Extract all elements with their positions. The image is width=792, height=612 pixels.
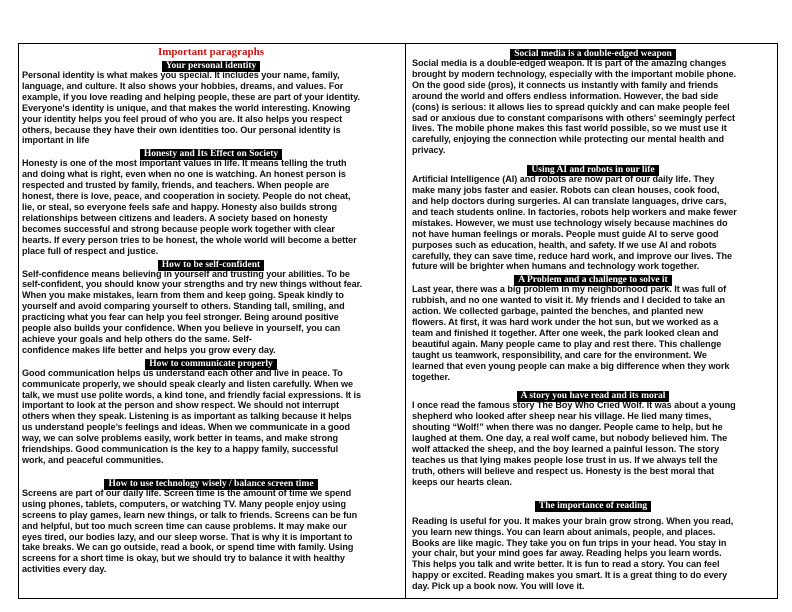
heading-screen-time: How to use technology wisely / balance screen time xyxy=(22,476,400,488)
heading-communicate: How to communicate properly xyxy=(22,356,400,368)
paragraph-communicate: Good communication helps us understand each other and live in peace. To communicate properly, we should speak clearly and listen carefully. When we talk, we must use polite words, a kind tone, and friendly facial expressions. It is important to look at the person and show respect. We should not interrupt others when they speak. Listening is as important as talking because it helps us understand people’s feelings and ideas. When we communicate in a good way, we can solve problems easily, work better in teams, and make strong friendships. Good communication is the key to a happy family, successful work, and peaceful communities. xyxy=(22,367,361,465)
paragraph-problem-challenge: Last year, there was a big problem in my neighborhood park. It was full of rubbish, and no one wanted to visit it. My friends and I decided to take an action. We collected garbage, painted the benches, and planted new flowers. At first, it was hard work under the hot sun, but we worked as a team and finished it together. After one week, the park looked clean and beautiful again. Many people came to play and rest there. This challenge taught us teamwork, responsibility, and care for the environment. We learned that even young people can make a big difference when they work together. xyxy=(412,284,730,382)
paragraph-self-confident: Self-confidence means believing in yourself and trusting your abilities. To be self-confident, you should know your strengths and try new things without fear. When you make mistakes, learn from them and keep going. Speak kindly to yourself and avoid comparing yourself to others. Standing tall, smiling, and practicing what you fear can help you feel stronger. Being around positive people also builds your confidence. When you believe in yourself, you can achieve your goals and help others do the same. Self- confidence makes life better and helps you grow every day. xyxy=(22,268,363,355)
heading-social-media: Social media is a double-edged weapon xyxy=(412,46,774,58)
right-column xyxy=(412,46,774,592)
spacer xyxy=(412,488,774,498)
paragraph-honesty: Honesty is one of the most important values in life. It means telling the truth and doing what is right, even when no one is watching. An honest person is respected and trusted by family, friends, and teachers. When people are honest, there is love, peace, and cooperation in society. People do not cheat, lie, or steal, so everyone feels safe and happy. Honesty also builds strong relationships between citizens and leaders. A society based on honesty becomes successful and strong because people work together with clear hearts. If every person tries to be honest, the whole world will become a better place full of respect and justice. xyxy=(22,158,357,256)
heading-story-moral: A story you have read and its moral xyxy=(412,388,774,400)
column-divider xyxy=(405,44,406,598)
paragraph-reading: Reading is useful for you. It makes your brain grow strong. When you read, you learn new things. You can learn about animals, people, and places. Books are like magic. They take you on fun trips in your head. You stay in your chair, but your mind goes far away. Reading helps you learn words. This helps you talk and write better. It is fun to read a story. You can feel happy or excited. Reading makes you smart. It is a great thing to do every day. Pick up a book now. You will love it. xyxy=(412,515,734,592)
paragraph-screen-time: Screens are part of our daily life. Screen time is the amount of time we spend using phones, tablets, computers, or watching TV. Many people enjoy using screens to play games, learn new things, or talk to friends. Screens can be fun and helpful, but too much screen time can cause problems. It may make our eyes tired, our bodies lazy, and our sleep worse. That is why it is important to take breaks. We can go outside, read a book, or spend time with family. Using screens for a short time is okay, but we should try to balance it with healthy activities every day. xyxy=(22,487,358,575)
heading-ai-robots: Using AI and robots in our life xyxy=(412,162,774,174)
paragraph-ai-robots: Artificial Intelligence (AI) and robots are now part of our daily life. They make many jobs faster and easier. Robots can clean houses, cook food, and help doctors during surgeries. AI can translate languages, drive cars, and teach students online. In factories, robots help workers and make fewer mistakes. However, we must use technology wisely because machines do not have human feelings or morals. People must guide AI to serve good purposes such as education, health, and safety. If we use AI and robots carefully, they can save time, reduce hard work, and improve our lives. The future will be brighter when humans and technology work together. xyxy=(412,174,737,272)
heading-problem-challenge: A Problem and a challenge to solve it xyxy=(412,272,774,284)
heading-personal-identity: Your personal identity xyxy=(22,58,400,70)
spacer xyxy=(22,466,400,476)
heading-self-confident: How to be self-confident xyxy=(22,257,400,269)
heading-honesty: Honesty and Its Effect on Society xyxy=(22,146,400,158)
paragraph-social-media: Social media is a double-edged weapon. It is part of the amazing changes brought by modern technology, especially with the important mobile phone. On the good side (pros), it connects us instantly with family and friends around the world and offers endless information. However, the bad side (cons) is serious: it allows lies to spread quickly and can make people feel sad or anxious due to constant comparisons with others' seemingly perfect lives. The mobile phone makes this fast world possible, so we must use it carefully, enjoying the connection while protecting our mental health and privacy. xyxy=(412,58,737,156)
left-column xyxy=(22,46,400,575)
paragraph-story-moral: I once read the famous story The Boy Who Cried Wolf. It was about a young shepherd who looked after sheep near his village. He lied many times, shouting “Wolf!” when there was no danger. People came to help, but he laughed at them. One day, a real wolf came, but nobody believed him. The wolf attacked the sheep, and the boy learned a painful lesson. The story teaches us that lying makes people lose trust in us. If we always tell the truth, others will believe and respect us. Honesty is the best moral that keeps our hearts clean. xyxy=(412,400,736,487)
heading-reading: The importance of reading xyxy=(412,498,774,510)
paragraph-personal-identity: Personal identity is what makes you special. It includes your name, family, language, and culture. It also shows your hobbies, dreams, and values. For example, if you love reading and helping people, these are part of your identity. Everyone's identity is unique, and that makes the world interesting. Knowing your identity helps you feel proud of who you are. It also helps you respect others, because they have their own identities too. Our personal identity is important in life xyxy=(22,70,360,146)
page-title: Important paragraphs xyxy=(157,46,265,58)
document-page xyxy=(18,43,778,599)
